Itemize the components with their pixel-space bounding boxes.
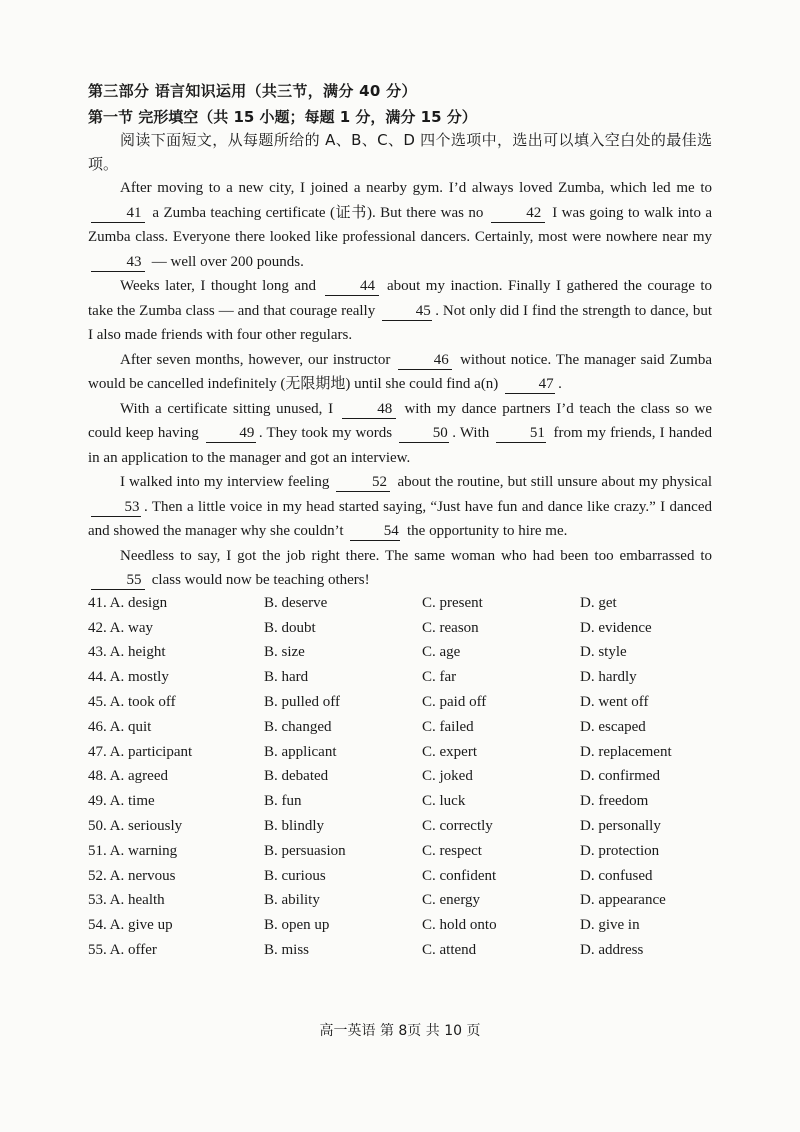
option-a: 49. A. time [88,793,155,810]
option-b: B. blindly [264,818,325,835]
blank-46: 46 [398,352,452,370]
part-title: 第三部分 语言知识运用（共三节，满分 40 分） [88,82,417,100]
option-b: B. changed [264,718,332,735]
option-d: D. give in [580,917,640,934]
option-d: D. escaped [580,718,646,735]
option-c: C. correctly [422,818,493,835]
option-row-50 [88,814,728,839]
option-c: C. paid off [422,694,487,711]
option-b: B. ability [264,892,320,909]
option-row-42 [88,616,728,641]
paragraph-6: Needless to say, I got the job right there. The same woman who had been too embarrassed to 55 class would now be teaching others! [88,544,712,593]
blank-52: 52 [336,474,390,492]
option-b: B. applicant [264,743,337,760]
option-row-53 [88,889,728,914]
option-b: B. open up [264,917,330,934]
option-a: 44. A. mostly [88,669,169,686]
option-c: C. expert [422,743,477,760]
option-c: C. present [422,594,483,611]
option-d: D. freedom [580,793,649,810]
section-title: 第一节 完形填空（共 15 小题；每题 1 分，满分 15 分） [88,108,477,126]
option-d: D. appearance [580,892,666,909]
option-a: 43. A. height [88,644,166,661]
option-a: 46. A. quit [88,718,152,735]
option-d: D. get [580,594,617,611]
option-c: C. confident [422,867,497,884]
option-c: C. reason [422,619,479,636]
cloze-passage [88,176,712,593]
option-row-47 [88,740,728,765]
option-d: D. address [580,942,644,959]
blank-44: 44 [325,278,379,296]
blank-54: 54 [350,523,400,541]
option-row-48 [88,765,728,790]
paragraph-5: I walked into my interview feeling 52 about the routine, but still unsure about my physical 53 . Then a little voice in my head started saying, “Just have fun and dance like crazy.” I danced and showed the manager why she couldn’t 54 the opportunity to hire me. [88,474,712,539]
blank-55: 55 [91,572,145,590]
option-a: 45. A. took off [88,694,176,711]
option-b: B. debated [264,768,329,785]
option-row-41 [88,591,728,616]
option-row-43 [88,641,728,666]
option-c: C. attend [422,942,477,959]
option-c: C. far [422,669,457,686]
option-b: B. deserve [264,594,328,611]
option-c: C. joked [422,768,473,785]
option-row-52 [88,864,728,889]
option-row-46 [88,715,728,740]
option-b: B. size [264,644,305,661]
option-a: 53. A. health [88,892,165,909]
option-row-51 [88,839,728,864]
blank-53: 53 [91,499,141,517]
option-a: 50. A. seriously [88,818,183,835]
option-a: 41. A. design [88,594,168,611]
option-a: 55. A. offer [88,942,157,959]
option-d: D. personally [580,818,661,835]
blank-48: 48 [342,401,396,419]
option-a: 47. A. participant [88,743,193,760]
page-footer: 高一英语 第 8页 共 10 页 [319,1023,481,1039]
option-d: D. confirmed [580,768,660,785]
paragraph-3: After seven months, however, our instructor 46 without notice. The manager said Zumba would be cancelled indefinitely (无限期地) until she could find a(n) 47 . [88,351,713,392]
option-d: D. went off [580,694,649,711]
blank-51: 51 [496,425,546,443]
option-c: C. failed [422,718,474,735]
paragraph-2: Weeks later, I thought long and 44 about my inaction. Finally I gathered the courage to take the Zumba class — and that courage really 45 . Not only did I find the strength to dance, but I also made friends with four other regulars. [88,278,713,343]
blank-49: 49 [206,425,256,443]
blank-43: 43 [91,254,145,272]
blank-41: 41 [91,205,145,223]
answer-options [88,591,728,963]
paragraph-4: With a certificate sitting unused, I 48 with my dance partners I’d teach the class so we could keep having 49 . They took my words 50 . With 51 from my friends, I handed in an application to the manager and got an interview. [88,400,713,466]
option-c: C. energy [422,892,481,909]
option-d: D. protection [580,842,660,859]
option-c: C. luck [422,793,466,810]
option-d: D. style [580,644,627,661]
option-row-45 [88,690,728,715]
option-b: B. persuasion [264,842,346,859]
option-d: D. replacement [580,743,672,760]
option-row-55 [88,938,728,963]
option-b: B. doubt [264,619,316,636]
option-row-49 [88,789,728,814]
option-a: 52. A. nervous [88,867,176,884]
blank-42: 42 [491,205,545,223]
option-a: 48. A. agreed [88,768,168,785]
option-row-54 [88,913,728,938]
option-a: 51. A. warning [88,842,178,859]
option-a: 54. A. give up [88,917,173,934]
option-b: B. miss [264,942,310,959]
option-d: D. confused [580,867,653,884]
option-c: C. age [422,644,461,661]
option-c: C. respect [422,842,482,859]
option-d: D. evidence [580,619,652,636]
option-b: B. curious [264,867,326,884]
instructions: 阅读下面短文，从每题所给的 A、B、C、D 四个选项中，选出可以填入空白处的最佳选项。 [88,131,712,173]
option-row-44 [88,665,728,690]
paragraph-1: After moving to a new city, I joined a nearby gym. I’d always loved Zumba, which led me to 41 a Zumba teaching certificate (证书). But there was no 42 I was going to walk into a Zumba class. Everyone there looked like professional dancers. Certainly, most were nowhere near my 43 — well over 200 pounds. [88,180,713,270]
option-c: C. hold onto [422,917,497,934]
blank-45: 45 [382,303,432,321]
option-b: B. hard [264,669,309,686]
option-b: B. pulled off [264,694,340,711]
option-d: D. hardly [580,669,637,686]
option-b: B. fun [264,793,302,810]
blank-50: 50 [399,425,449,443]
option-a: 42. A. way [88,619,153,636]
blank-47: 47 [505,376,555,394]
